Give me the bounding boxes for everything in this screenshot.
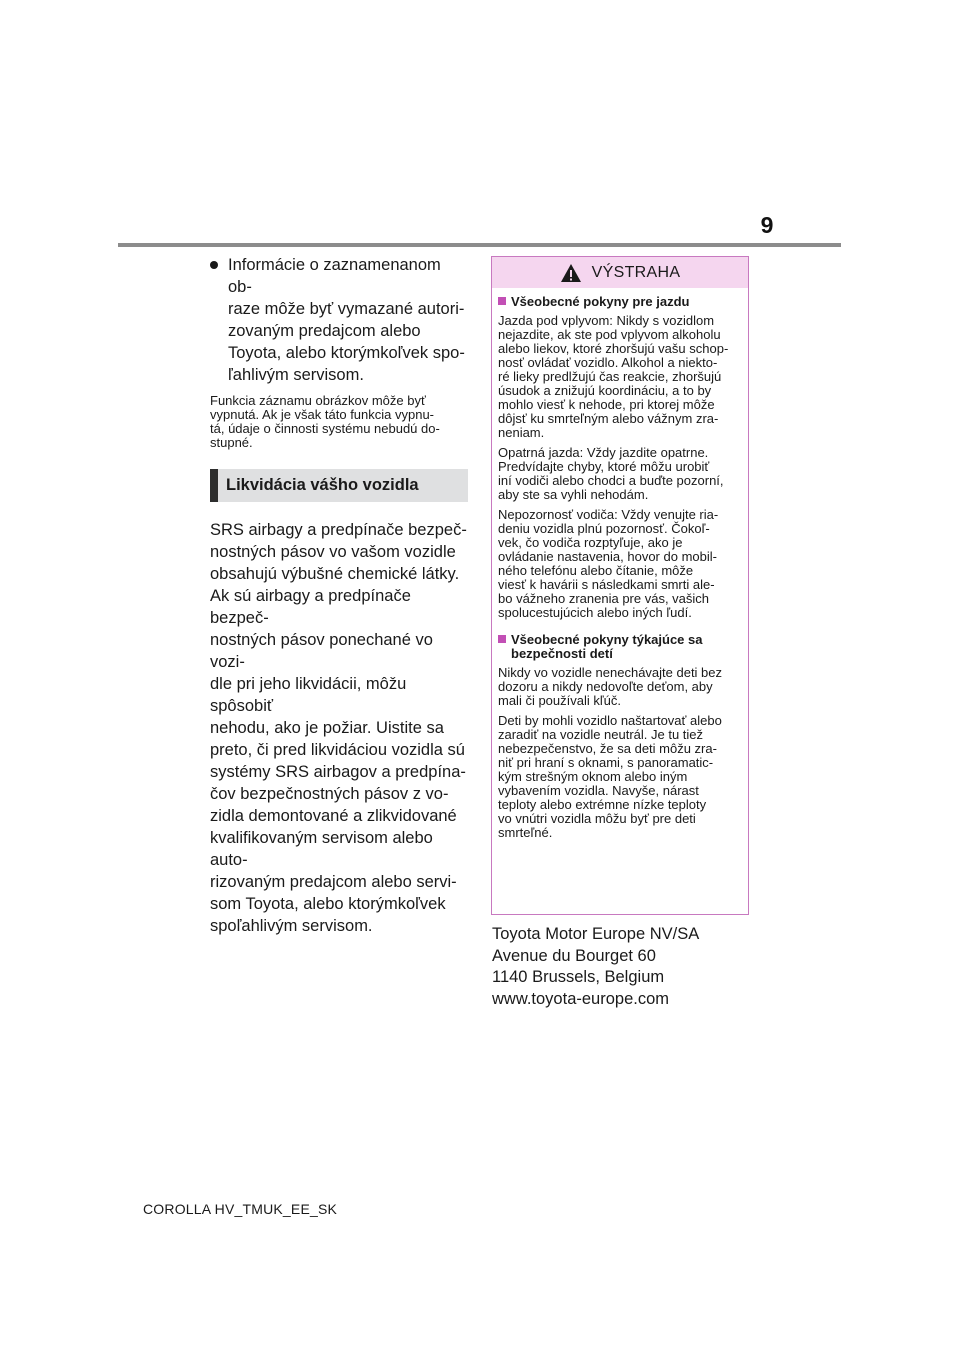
warning-subheading <box>498 633 742 661</box>
warning-line: viesť k havárii s následkami smrti ale- <box>498 577 715 592</box>
warning-line: ré lieky predlžujú čas reakcie, zhoršujú <box>498 369 722 384</box>
warning-line: Nepozornosť vodiča: Vždy venujte ria- <box>498 507 719 522</box>
warning-line: mohlo viesť k nehode, pri ktorej môže <box>498 397 715 412</box>
header-rule <box>118 243 841 247</box>
section-heading: Likvidácia vášho vozidla <box>210 469 468 502</box>
warning-line: zaradiť na vozidle neutrál. Je tu tiež <box>498 727 704 742</box>
warning-line: nebezpečenstvo, že sa deti môžu zra- <box>498 741 717 756</box>
bullet-line: Toyota, alebo ktorýmkoľvek spo- <box>228 344 465 362</box>
address-line: Avenue du Bourget 60 <box>492 946 656 965</box>
warning-line: nosť ovládať vozidlo. Alkohol a niekto- <box>498 355 718 370</box>
warning-box <box>491 256 749 915</box>
note-line: stupné. <box>210 435 253 450</box>
bullet-line: raze môže byť vymazané autori- <box>228 300 465 318</box>
warning-line: niť pri hraní s oknami, s panoramatic- <box>498 755 714 770</box>
note <box>210 394 468 450</box>
body-line: Ak sú airbagy a predpínače bezpeč- <box>210 587 411 627</box>
warning-line: ovládanie nastavenia, hovor do mobil- <box>498 549 717 564</box>
warning-line: deniu vozidla plnú pozornosť. Čokoľ- <box>498 521 710 536</box>
address-line: www.toyota-europe.com <box>492 989 669 1008</box>
address-line: 1140 Brussels, Belgium <box>492 968 665 986</box>
warning-line: vek, čo vodiča rozptyľuje, ako je <box>498 535 683 550</box>
body-line: zidla demontované a zlikvidované <box>210 807 457 825</box>
warning-triangle-icon <box>560 263 582 283</box>
bullet-line: ľahlivým servisom. <box>228 366 364 384</box>
warning-line: dozoru a nikdy nedovoľte deťom, aby <box>498 679 713 694</box>
warning-line: iní vodiči alebo chodci a buďte pozorní, <box>498 473 724 488</box>
body-line: spoľahlivým servisom. <box>210 917 373 935</box>
body-text <box>210 519 468 937</box>
body-line: SRS airbagy a predpínače bezpeč- <box>210 521 467 539</box>
warning-line: Opatrná jazda: Vždy jazdite opatrne. <box>498 445 709 460</box>
body-line: systémy SRS airbagov a predpína- <box>210 763 466 781</box>
bullet-icon <box>210 261 218 269</box>
bullet-line: zovaným predajcom alebo <box>228 322 421 340</box>
warning-line: vo vnútri vozidla môžu byť pre deti <box>498 811 696 826</box>
warning-line: kým strešným oknom alebo iným <box>498 769 688 784</box>
note-line: Funkcia záznamu obrázkov môže byť <box>210 393 426 408</box>
warning-line: mali či používali kľúč. <box>498 693 621 708</box>
warning-line: vybavením vozidla. Navyše, nárast <box>498 783 699 798</box>
warning-line: neniam. <box>498 425 545 440</box>
warning-paragraph <box>498 314 742 440</box>
square-bullet-icon <box>498 635 506 643</box>
body-line: rizovaným predajcom alebo servi- <box>210 873 457 891</box>
warning-line: bo vážneho zranenia pre vás, vašich <box>498 591 710 606</box>
warning-line: ného telefónu alebo čítanie, môže <box>498 563 694 578</box>
warning-paragraph <box>498 666 742 708</box>
address-line: Toyota Motor Europe NV/SA <box>492 925 700 943</box>
warning-line: Jazda pod vplyvom: Nikdy s vozidlom <box>498 313 715 328</box>
warning-line: alebo liekov, ktoré zhoršujú vašu schop- <box>498 341 729 356</box>
warning-line: smrteľné. <box>498 825 553 840</box>
warning-subheading-line: Všeobecné pokyny pre jazdu <box>511 294 690 309</box>
note-line: tá, údaje o činnosti systému nebudú do- <box>210 421 440 436</box>
warning-header <box>492 257 748 288</box>
bullet-item <box>210 254 468 386</box>
body-line: som Toyota, alebo ktorýmkoľvek <box>210 895 446 913</box>
warning-paragraph <box>498 508 742 620</box>
warning-subheading-line: Všeobecné pokyny týkajúce sa <box>511 632 703 647</box>
body-line: nostných pásov vo vašom vozidle <box>210 543 456 561</box>
body-line: preto, či pred likvidáciou vozidla sú <box>210 741 465 759</box>
warning-line: aby ste sa vyhli nehodám. <box>498 487 649 502</box>
body-line: nostných pásov ponechané vo vozi- <box>210 631 433 671</box>
page-number: 9 <box>760 212 774 238</box>
warning-subheading-line: bezpečnosti detí <box>511 646 613 661</box>
body-line: čov bezpečnostných pásov z vo- <box>210 785 449 803</box>
warning-title: VÝSTRAHA <box>591 263 681 281</box>
footer-code: COROLLA HV_TMUK_EE_SK <box>143 1201 338 1217</box>
warning-line: teploty alebo extrémne nízke teploty <box>498 797 707 812</box>
warning-paragraph <box>498 446 742 502</box>
warning-subheading <box>498 295 742 309</box>
warning-content <box>492 288 748 840</box>
warning-line: Predvídajte chyby, ktoré môžu urobiť <box>498 459 710 474</box>
note-line: vypnutá. Ak je však táto funkcia vypnu- <box>210 407 435 422</box>
address-block <box>492 924 699 1010</box>
warning-line: Nikdy vo vozidle nenechávajte deti bez <box>498 665 723 680</box>
bullet-line: Informácie o zaznamenanom ob- <box>228 256 441 296</box>
body-line: obsahujú výbušné chemické látky. <box>210 565 460 583</box>
square-bullet-icon <box>498 297 506 305</box>
warning-line: dôjsť ku smrteľným alebo vážnym zra- <box>498 411 719 426</box>
body-line: kvalifikovaným servisom alebo auto- <box>210 829 433 869</box>
left-column <box>210 254 468 937</box>
body-line: nehodu, ako je požiar. Uistite sa <box>210 719 444 737</box>
warning-line: spolucestujúcich alebo iných ľudí. <box>498 605 692 620</box>
warning-line: úsudok a znižujú koordináciu, a to by <box>498 383 712 398</box>
warning-line: Deti by mohli vozidlo naštartovať alebo <box>498 713 722 728</box>
warning-paragraph <box>498 714 742 840</box>
body-line: dle pri jeho likvidácii, môžu spôsobiť <box>210 675 407 715</box>
warning-line: nejazdite, ak ste pod vplyvom alkoholu <box>498 327 721 342</box>
